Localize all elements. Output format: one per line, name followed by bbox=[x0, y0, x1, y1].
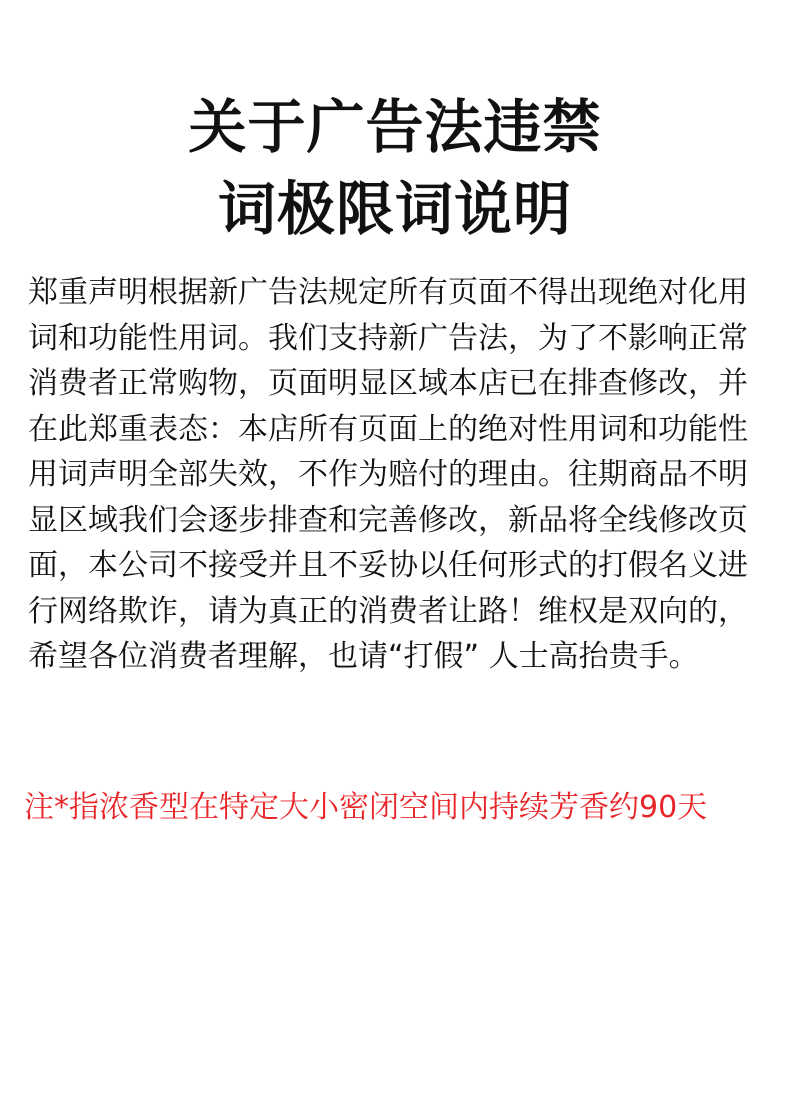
fragrance-note: 注*指浓香型在特定大小密闭空间内持续芳香约90天 bbox=[24, 790, 708, 825]
declaration-paragraph: 郑重声明根据新广告法规定所有页面不得出现绝对化用词和功能性用词。我们支持新广告法，为了不影响正常消费者正常购物，页面明显区域本店已在排查修改，并在此郑重表态：本店所有页面上的绝对性用词和功能性用词声明全部失效，不作为赔付的理由。往期商品不明显区域我们会逐步排查和完善修改，新品将全线修改页面，本公司不接受并且不妥协以任何形式的打假名义进行网络欺诈，请为真正的消费者让路！维权是双向的，希望各位消费者理解，也请“打假” 人士高抬贵手。 bbox=[28, 275, 748, 674]
page-title bbox=[0, 86, 790, 250]
title-line-2: 词极限词说明 bbox=[217, 175, 572, 243]
title-line-1: 关于广告法违禁 bbox=[188, 93, 602, 161]
